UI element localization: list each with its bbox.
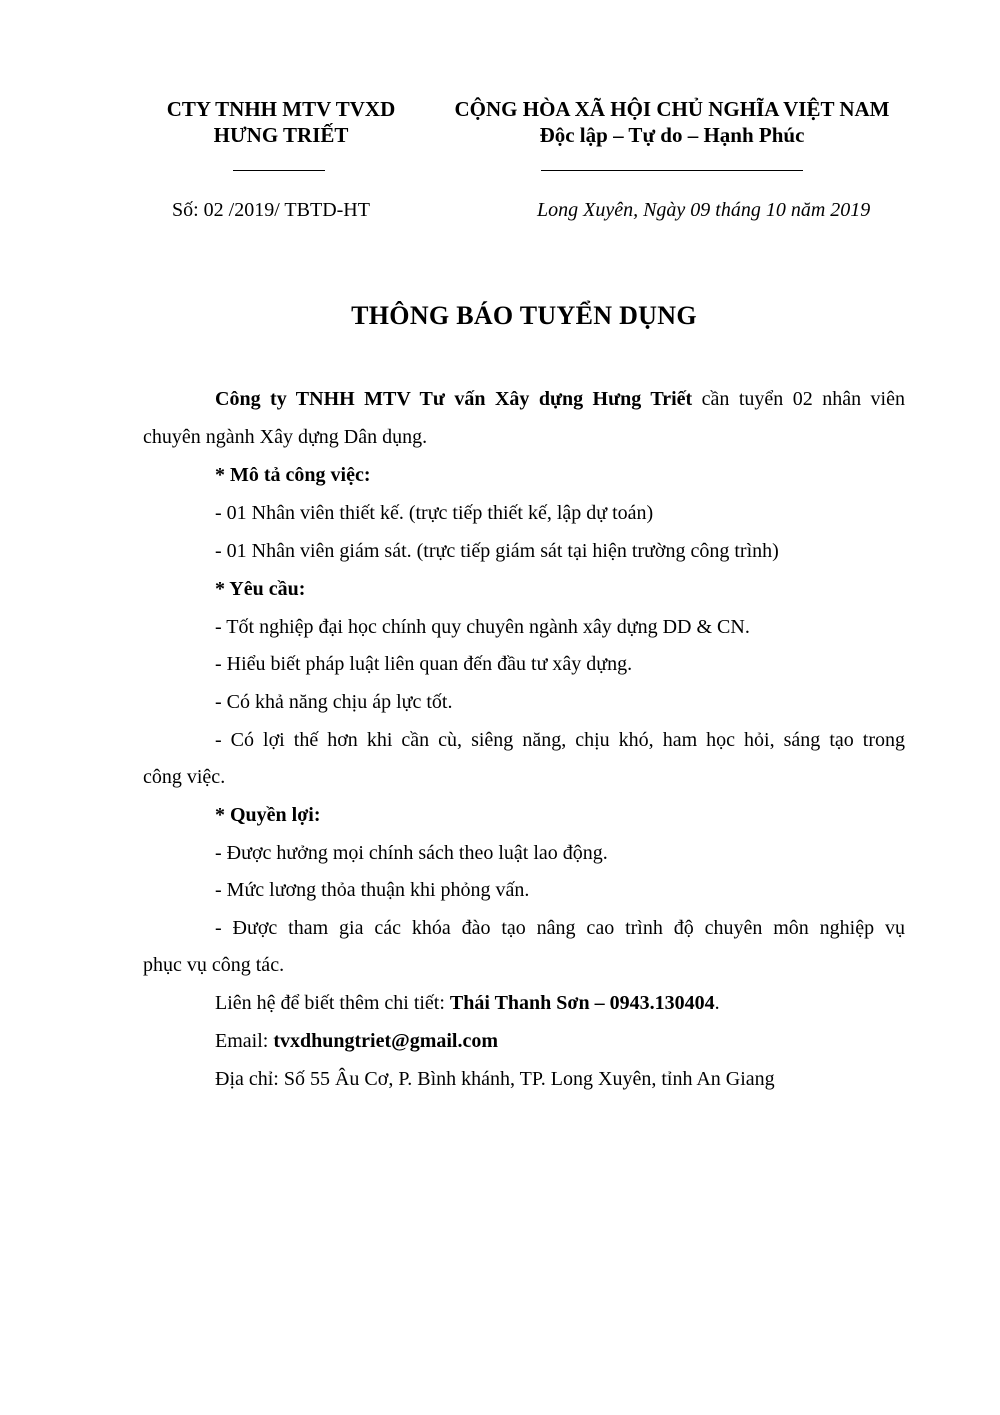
document-number: Số: 02 /2019/ TBTD-HT xyxy=(172,199,370,221)
intro-line1 xyxy=(215,386,905,412)
email-address: tvxdhungtriet@gmail.com xyxy=(273,1030,499,1052)
contact-person: Thái Thanh Sơn – 0943.130404 xyxy=(449,992,715,1014)
company-name-underline xyxy=(233,170,325,171)
description-item: - 01 Nhân viên thiết kế. (trực tiếp thiết kế, lập dự toán) xyxy=(215,502,654,524)
requirement-item-long-line2: công việc. xyxy=(143,766,226,788)
company-name-line1: CTY TNHH MTV TVXD xyxy=(166,97,396,121)
description-heading: * Mô tả công việc: xyxy=(215,464,371,486)
email-line xyxy=(215,1028,498,1054)
requirement-item: - Hiểu biết pháp luật liên quan đến đầu tư xây dựng. xyxy=(215,653,633,675)
description-item: - 01 Nhân viên giám sát. (trực tiếp giám sát tại hiện trường công trình) xyxy=(215,540,779,562)
place-and-date: Long Xuyên, Ngày 09 tháng 10 năm 2019 xyxy=(537,199,871,221)
company-name-line2: HƯNG TRIẾT xyxy=(213,123,349,147)
benefit-item-long-line1: - Được tham gia các khóa đào tạo nâng cao trình độ chuyên môn nghiệp vụ xyxy=(215,917,905,939)
address-line: Địa chỉ: Số 55 Âu Cơ, P. Bình khánh, TP. Long Xuyên, tỉnh An Giang xyxy=(215,1068,775,1090)
benefit-item: - Mức lương thỏa thuận khi phỏng vấn. xyxy=(215,879,530,901)
benefit-item-long-line2: phục vụ công tác. xyxy=(143,954,285,976)
contact-label: Liên hệ để biết thêm chi tiết: xyxy=(215,992,450,1014)
benefits-heading: * Quyền lợi: xyxy=(215,804,321,826)
requirement-item: - Có khả năng chịu áp lực tốt. xyxy=(215,691,453,713)
contact-suffix: . xyxy=(714,992,720,1014)
national-motto-underline xyxy=(541,170,803,171)
requirement-item-long-line1: - Có lợi thế hơn khi cần cù, siêng năng, chịu khó, ham học hỏi, sáng tạo trong xyxy=(215,729,905,751)
national-motto: Độc lập – Tự do – Hạnh Phúc xyxy=(539,123,805,147)
intro-line2: chuyên ngành Xây dựng Dân dụng. xyxy=(143,426,428,448)
company-full-name: Công ty TNHH MTV Tư vấn Xây dựng Hưng Triết xyxy=(215,388,693,410)
email-label: Email: xyxy=(215,1030,274,1052)
requirement-item: - Tốt nghiệp đại học chính quy chuyên ngành xây dựng DD & CN. xyxy=(215,616,750,638)
national-title: CỘNG HÒA XÃ HỘI CHỦ NGHĨA VIỆT NAM xyxy=(454,97,890,121)
benefit-item: - Được hưởng mọi chính sách theo luật lao động. xyxy=(215,842,608,864)
requirements-heading: * Yêu cầu: xyxy=(215,578,306,600)
intro-text: cần tuyển 02 nhân viên xyxy=(692,388,905,410)
contact-line xyxy=(215,990,720,1016)
document-title: THÔNG BÁO TUYỂN DỤNG xyxy=(351,301,697,330)
